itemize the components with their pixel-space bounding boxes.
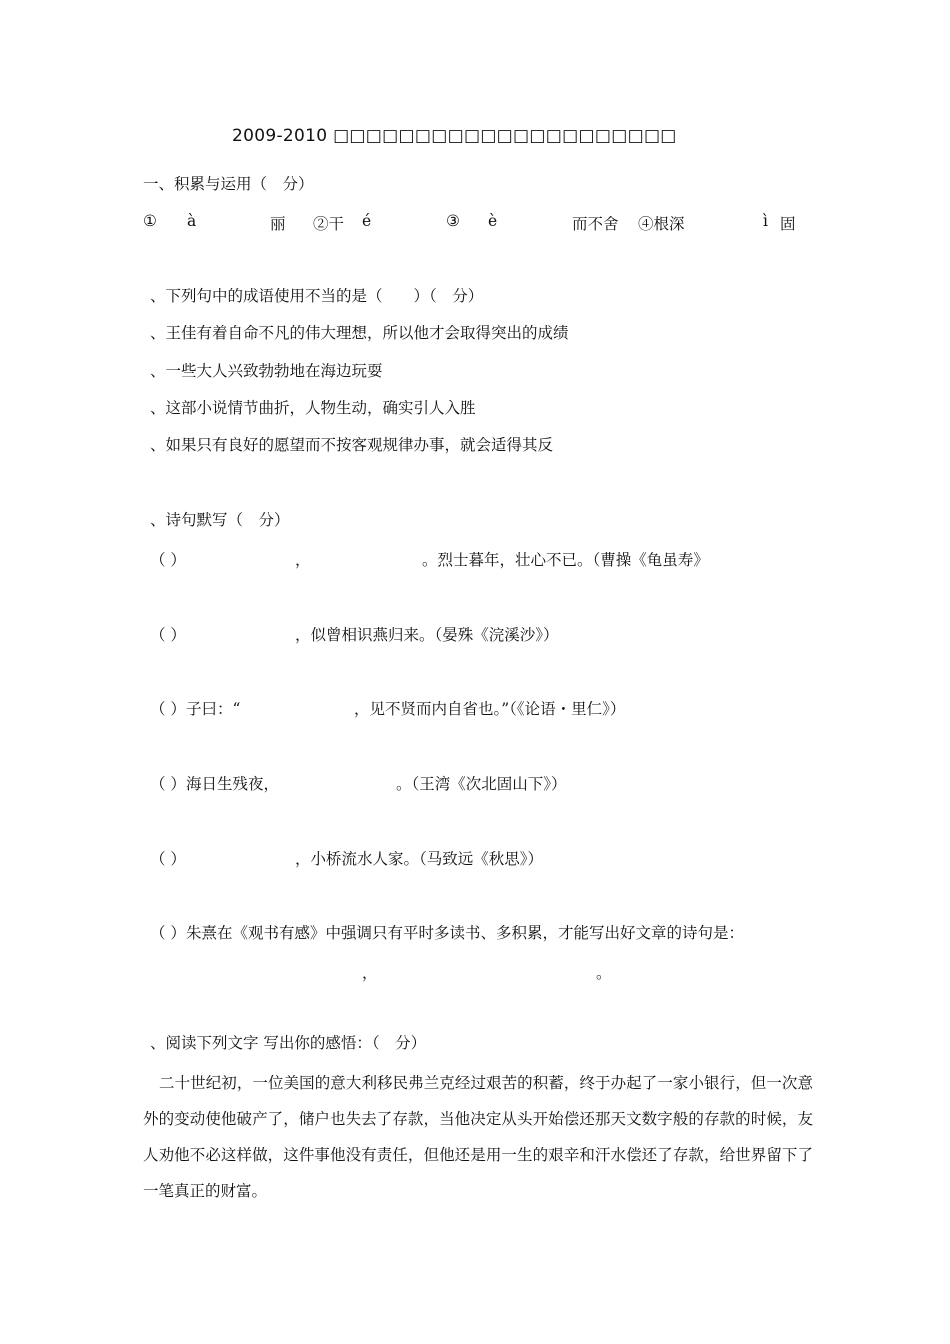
item-number: （ ） xyxy=(150,850,186,868)
item-number: （ ） xyxy=(150,700,186,718)
poem-head: 朱熹在《观书有感》中强调只有平时多读书、多积累，才能写出好文章的诗句是： xyxy=(186,924,745,942)
question-stem: 、阅读下列文字 写出你的感悟：（ 分） xyxy=(150,1034,427,1052)
item-number: （ ） xyxy=(150,775,186,793)
poem-tail: 。烈士暮年，壮心不已。（曹操《龟虽寿》 xyxy=(422,551,709,569)
pinyin-item: é xyxy=(362,212,372,230)
pinyin-item: ì xyxy=(763,212,768,230)
option-c: 、这部小说情节曲折，人物生动，确实引人入胜 xyxy=(150,399,476,417)
item-number: （ ） xyxy=(150,924,186,942)
question-stem: 、诗句默写（ 分） xyxy=(150,511,290,529)
pinyin-item: 而不舍 xyxy=(572,215,619,233)
reading-passage: 二十世纪初，一位美国的意大利移民弗兰克经过艰苦的积蓄，终于办起了一家小银行，但一次意外的变动使他破产了，储户也失去了存款，当他决定从头开始偿还那天文数字般的存款的时候，友人劝他不必这样做，这件事他没有责任，但他还是用一生的艰辛和汗水偿还了存款，给世界留下了一笔真正的财富。 xyxy=(143,1074,813,1200)
poem-tail: ，见不贤而内自省也。”（《论语・里仁》） xyxy=(354,700,626,718)
blank-comma: ， xyxy=(295,551,311,569)
pinyin-item: ②干 xyxy=(313,215,345,233)
option-d: 、如果只有良好的愿望而不按客观规律办事，就会适得其反 xyxy=(150,436,554,454)
pinyin-item: è xyxy=(488,212,498,230)
poem-head: 子曰：“ xyxy=(186,700,241,718)
poem-head: 海日生残夜， xyxy=(186,775,280,793)
page-title: 2009-2010 □□□□□□□□□□□□□□□□□□□□□ xyxy=(232,126,677,146)
poem-tail: ，小桥流水人家。（马致远《秋思》） xyxy=(295,850,544,868)
pinyin-item: ③ xyxy=(446,212,460,230)
blank-period: 。 xyxy=(596,964,612,982)
pinyin-item: 固 xyxy=(780,215,796,233)
pinyin-item: ④根深 xyxy=(638,215,685,233)
poem-tail: 。（王湾《次北固山下》） xyxy=(396,775,567,793)
option-a: 、王佳有着自命不凡的伟大理想，所以他才会取得突出的成绩 xyxy=(150,324,569,342)
poem-tail: ，似曾相识燕归来。（晏殊《浣溪沙》） xyxy=(295,626,559,644)
pinyin-item: 丽 xyxy=(270,215,286,233)
question-stem: 、下列句中的成语使用不当的是（ ）（ 分） xyxy=(150,287,484,305)
option-b: 、一些大人兴致勃勃地在海边玩耍 xyxy=(150,362,383,380)
section-heading: 一、积累与运用（ 分） xyxy=(143,175,314,193)
blank-comma: ， xyxy=(362,964,378,982)
item-number: （ ） xyxy=(150,551,186,569)
item-number: （ ） xyxy=(150,626,186,644)
pinyin-item: ① xyxy=(143,212,157,230)
pinyin-item: à xyxy=(187,212,197,230)
